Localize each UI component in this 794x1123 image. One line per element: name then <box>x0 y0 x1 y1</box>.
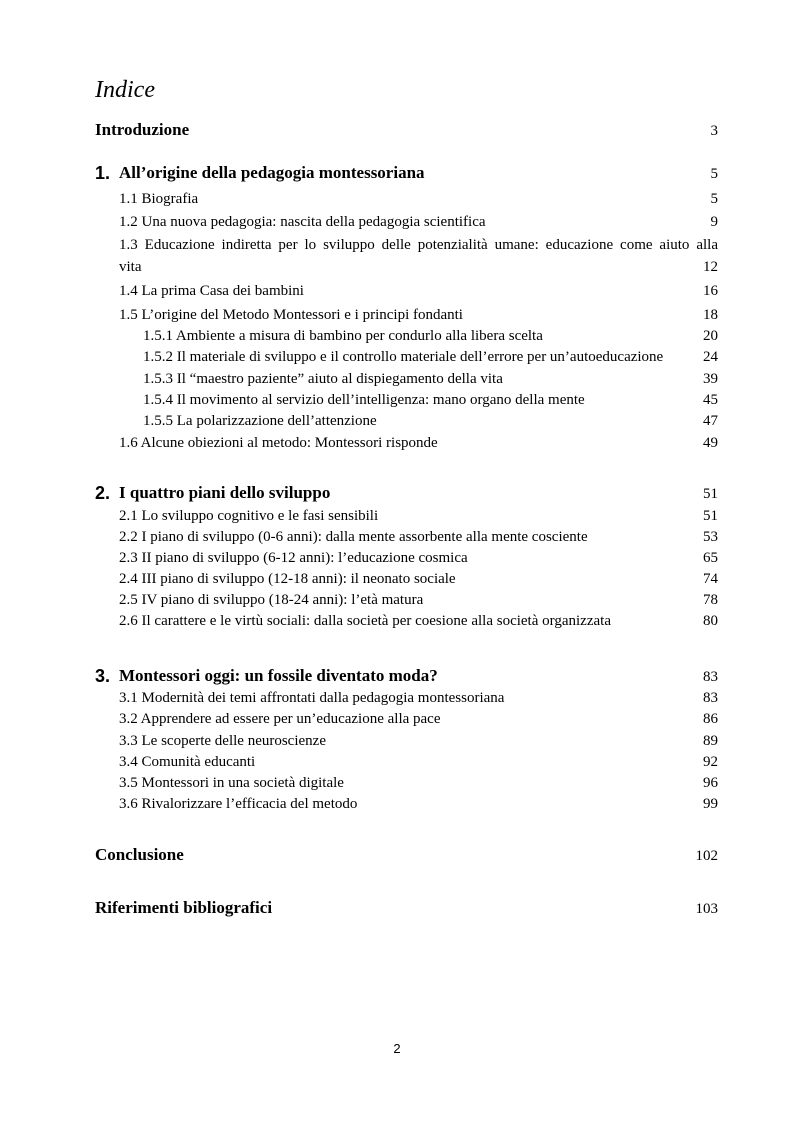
subsection-page: 24 <box>703 349 718 365</box>
chapter-title: All’origine della pedagogia montessoriana <box>119 163 425 182</box>
chapter-title: Montessori oggi: un fossile diventato moda? <box>119 666 438 685</box>
toc-entry-page: 3 <box>710 123 718 139</box>
section-label: 1.4 La prima Casa dei bambini <box>119 283 304 299</box>
chapter-page: 51 <box>703 486 718 502</box>
subsection-label: 1.5.4 Il movimento al servizio dell’intelligenza: mano organo della mente <box>143 392 585 408</box>
section-page: 16 <box>703 283 718 299</box>
section-page: 99 <box>703 796 718 812</box>
subsection-page: 47 <box>703 413 718 429</box>
section-label: 1.6 Alcune obiezioni al metodo: Montessori risponde <box>119 435 438 451</box>
section-label-line2: vita <box>119 259 142 275</box>
section-label: 2.3 II piano di sviluppo (6-12 anni): l’educazione cosmica <box>119 550 468 566</box>
section-label: 1.5 L’origine del Metodo Montessori e i principi fondanti <box>119 307 463 323</box>
section-page: 9 <box>710 214 718 230</box>
chapter-title: I quattro piani dello sviluppo <box>119 483 331 502</box>
section-page: 18 <box>703 307 718 323</box>
toc-entry-label: Riferimenti bibliografici <box>95 898 273 917</box>
subsection-page: 20 <box>703 328 718 344</box>
section-label: 2.1 Lo sviluppo cognitivo e le fasi sensibili <box>119 508 379 524</box>
chapter-number: 2. <box>95 483 111 503</box>
section-page: 49 <box>703 435 718 451</box>
section-label: 1.1 Biografia <box>119 191 199 207</box>
section-page: 78 <box>703 592 718 608</box>
section-page: 51 <box>703 508 718 524</box>
toc-entry-label: Introduzione <box>95 120 190 139</box>
subsection-label: 1.5.1 Ambiente a misura di bambino per condurlo alla libera scelta <box>143 328 543 344</box>
section-label: 3.1 Modernità dei temi affrontati dalla pedagogia montessoriana <box>119 690 505 706</box>
section-label: 3.5 Montessori in una società digitale <box>119 775 344 791</box>
section-page: 65 <box>703 550 718 566</box>
section-page: 83 <box>703 690 718 706</box>
section-page: 96 <box>703 775 718 791</box>
subsection-label: 1.5.3 Il “maestro paziente” aiuto al dispiegamento della vita <box>143 371 503 387</box>
section-label: 2.2 I piano di sviluppo (0-6 anni): dalla mente assorbente alla mente cosciente <box>119 529 588 545</box>
chapter-page: 83 <box>703 669 718 685</box>
subsection-page: 39 <box>703 371 718 387</box>
section-label: 2.5 IV piano di sviluppo (18-24 anni): l’età matura <box>119 592 424 608</box>
section-label: 3.6 Rivalorizzare l’efficacia del metodo <box>119 796 358 812</box>
section-label: 2.6 Il carattere e le virtù sociali: dalla società per coesione alla società organizzata <box>119 613 611 629</box>
section-page: 86 <box>703 711 718 727</box>
subsection-label: 1.5.2 Il materiale di sviluppo e il controllo materiale dell’errore per un’autoeducazione <box>143 349 664 365</box>
section-page: 5 <box>710 191 718 207</box>
section-label: 1.2 Una nuova pedagogia: nascita della pedagogia scientifica <box>119 214 486 230</box>
toc-entry-page: 102 <box>695 848 718 864</box>
page-number: 2 <box>393 1041 401 1056</box>
section-page: 74 <box>703 571 718 587</box>
section-page: 12 <box>703 259 718 275</box>
section-page: 92 <box>703 754 718 770</box>
section-label: 3.2 Apprendere ad essere per un’educazione alla pace <box>119 711 441 727</box>
chapter-number: 3. <box>95 666 111 686</box>
index-title: Indice <box>95 77 155 103</box>
subsection-page: 45 <box>703 392 718 408</box>
section-page: 80 <box>703 613 718 629</box>
section-label: 3.4 Comunità educanti <box>119 754 256 770</box>
chapter-page: 5 <box>710 166 718 182</box>
subsection-label: 1.5.5 La polarizzazione dell’attenzione <box>143 413 377 429</box>
section-label: 2.4 III piano di sviluppo (12-18 anni): il neonato sociale <box>119 571 456 587</box>
section-page: 53 <box>703 529 718 545</box>
section-label-line1: 1.3 Educazione indiretta per lo sviluppo delle potenzialità umane: educazione come aiuto alla <box>119 237 718 253</box>
toc-entry-page: 103 <box>695 901 718 917</box>
section-page: 89 <box>703 733 718 749</box>
toc-entry-label: Conclusione <box>95 845 184 864</box>
chapter-number: 1. <box>95 163 111 183</box>
section-label: 3.3 Le scoperte delle neuroscienze <box>119 733 326 749</box>
